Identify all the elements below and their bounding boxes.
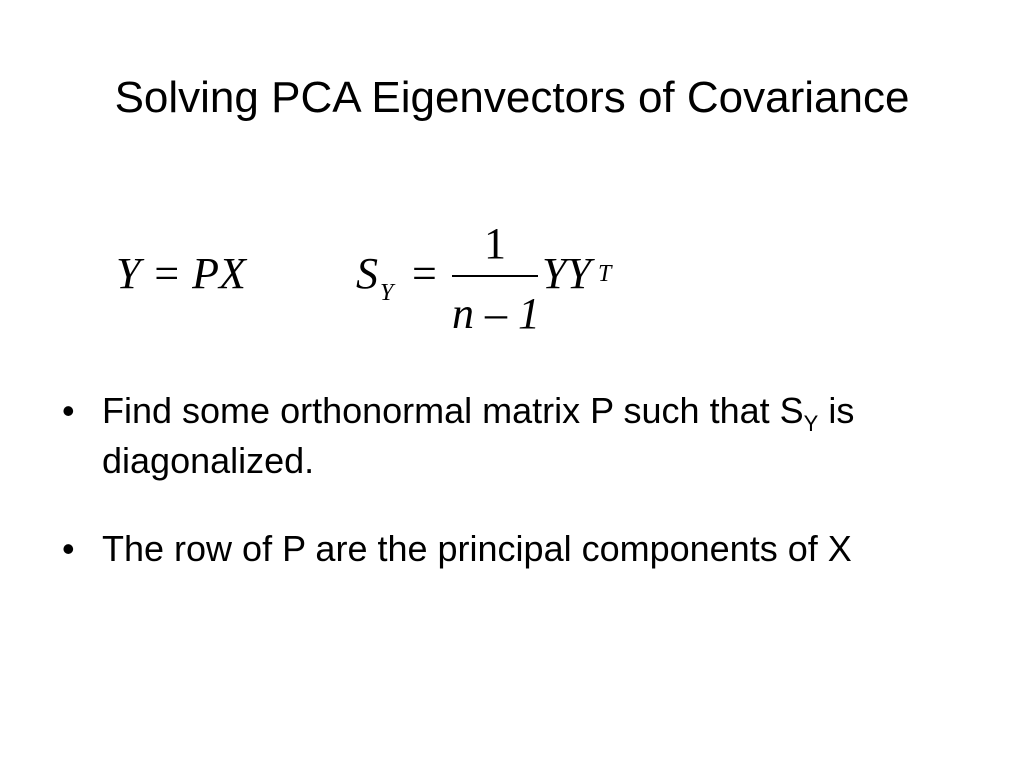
bullet-marker: • bbox=[62, 390, 75, 431]
fraction-bar bbox=[452, 275, 538, 277]
bullet-list bbox=[62, 386, 962, 612]
bullet-item-2 bbox=[62, 524, 962, 574]
equals-sign: = bbox=[412, 249, 437, 298]
covariance-subscript: Y bbox=[380, 280, 394, 306]
equation-y-equals-px: Y = PX bbox=[116, 249, 246, 298]
slide-title: Solving PCA Eigenvectors of Covariance bbox=[114, 73, 910, 122]
bullet-text-1-after: is diagonalized. bbox=[102, 390, 855, 481]
bullet-marker: • bbox=[62, 528, 75, 569]
fraction-numerator: 1 bbox=[484, 219, 506, 268]
covariance-symbol-s: S bbox=[356, 249, 378, 298]
bullet-item-1 bbox=[62, 386, 962, 486]
bullet-text-1-subscript: Y bbox=[803, 411, 819, 437]
yy-product: YY bbox=[542, 249, 591, 298]
fraction-denominator: n – 1 bbox=[452, 289, 540, 338]
bullet-text-1-before: Find some orthonormal matrix P such that S bbox=[102, 390, 804, 431]
bullet-text-2: The row of P are the principal components of X bbox=[102, 528, 852, 569]
covariance-symbol bbox=[356, 250, 393, 305]
transpose-superscript: T bbox=[598, 261, 612, 287]
